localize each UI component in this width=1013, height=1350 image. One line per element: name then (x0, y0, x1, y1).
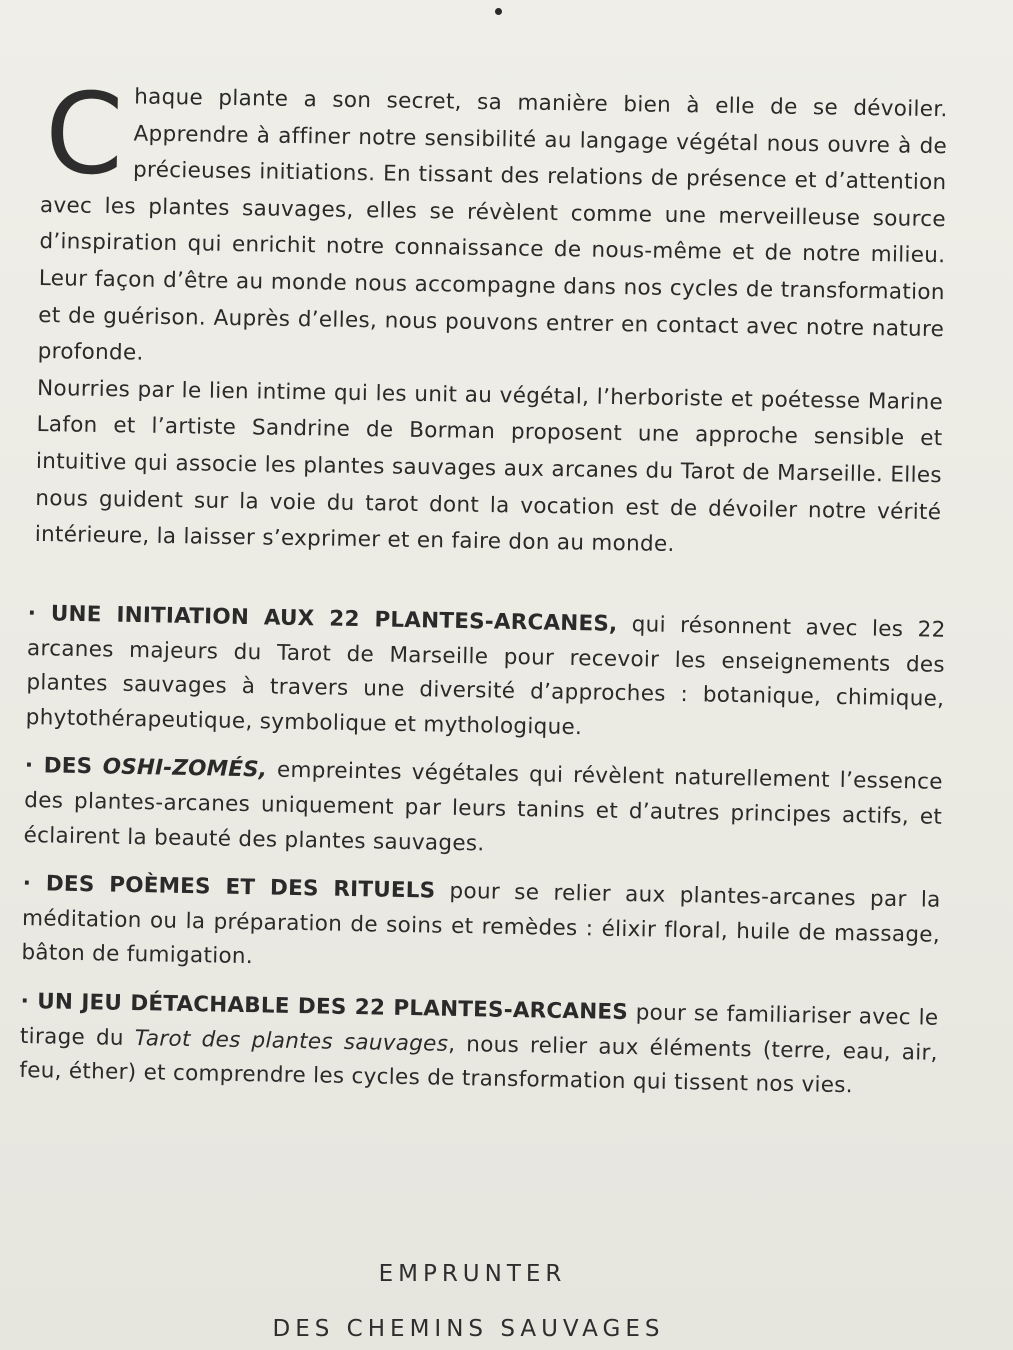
feature-lead: · UN JEU DÉTACHABLE DES 22 PLANTES-ARCANES (20, 988, 629, 1025)
intro-text (34, 69, 948, 568)
decorative-dot (495, 8, 502, 15)
drop-cap: C (44, 69, 125, 201)
feature-text-after: , nous relier aux éléments (terre, eau, air, feu, éther) et comprendre les cycles de transformation qui tissent nos vies. (19, 1031, 939, 1099)
feature-item-oshi-zome (23, 749, 943, 870)
feature-item-initiation (25, 597, 945, 752)
feature-text: empreintes végétales qui révèlent naturellement l’essence des plantes-arcanes uniquement par leurs tanins et d’autres principes actifs, et éclairent la beauté des plantes sauvages. (23, 757, 943, 856)
feature-lead-italic: OSHI-ZOMÉS, (102, 754, 268, 783)
feature-text-italic: Tarot des plantes sauvages (134, 1025, 449, 1057)
feature-lead: · DES POÈMES ET DES RITUELS (22, 871, 436, 904)
intro-paragraph-2: Nourries par le lien intime qui les unit au végétal, l’herboriste et poétesse Marine Lafon et l’artiste Sandrine de Borman proposent une approche sensible et intuitive qui associe les plantes sauvages aux arcanes du Tarot de Marseille. Elles nous guident sur la voie du tarot dont la vocation est de dévoiler notre vérité intérieure, la laisser s’exprimer et en faire don au monde. (34, 375, 944, 558)
feature-text: qui résonnent avec les 22 arcanes majeurs du Tarot de Marseille pour recevoir les enseignements des plantes sauvages à travers une diversité d’approches : botanique, chimique, phytothérapeutique, symbolique et mythologique. (25, 611, 946, 740)
feature-list (19, 597, 946, 1119)
closing-line-1: EMPRUNTER (378, 1261, 567, 1287)
closing-line-2: DES CHEMINS SAUVAGES (272, 1316, 665, 1342)
feature-text: pour se relier aux plantes-arcanes par la méditation ou la préparation de soins et remèdes : élixir floral, huile de massage, bâton de fumigation. (21, 878, 941, 970)
feature-lead: · UNE INITIATION AUX 22 PLANTES-ARCANES, (27, 600, 618, 637)
feature-text-before: pour se familiariser avec le tirage du (19, 1000, 939, 1051)
intro-paragraph-1: haque plante a son secret, sa manière bien à elle de se dévoiler. Apprendre à affiner notre sensibilité au langage végétal nous ouvre à de précieuses initiations. En tissant des relations de présence et d’attention avec les plantes sauvages, elles se révèlent comme une merveilleuse source d’inspiration qui enrichit notre connaissance de nous-même et de notre milieu. Leur façon d’être au monde nous accompagne dans nos cycles de transformation et de guérison. Auprès d’elles, nous pouvons entrer en contact avec notre nature profonde. (37, 84, 948, 366)
feature-lead-prefix: · DES (24, 753, 103, 780)
feature-item-jeu (19, 985, 939, 1106)
feature-lead (25, 753, 268, 782)
feature-item-poemes (21, 867, 941, 988)
